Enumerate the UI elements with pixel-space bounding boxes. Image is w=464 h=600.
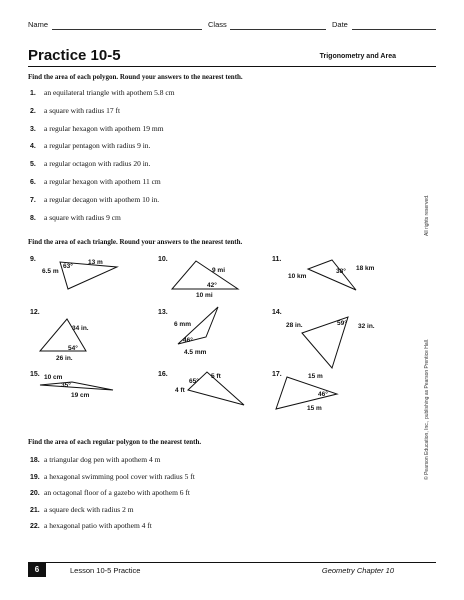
item-text: a square with radius 9 cm	[44, 212, 121, 222]
side-label: 32 in.	[358, 323, 375, 330]
footer-book: Geometry Chapter 10	[321, 566, 394, 575]
angle-label: 42°	[207, 282, 217, 289]
page-number: 6	[28, 563, 46, 577]
item-text: a regular pentagon with radius 9 in.	[44, 141, 151, 151]
triangle-number: 17.	[272, 371, 282, 378]
side-label: 10 cm	[44, 374, 63, 381]
triangle-number: 14.	[272, 309, 282, 316]
section3-item	[30, 455, 160, 464]
triangle-number: 11.	[272, 256, 282, 263]
triangle-number: 13.	[158, 309, 168, 316]
item-number: 4.	[30, 143, 36, 151]
angle-label: 38°	[336, 268, 346, 275]
side-label: 9 mi	[212, 267, 226, 274]
section1-instruction: Find the area of each polygon. Round your answers to the nearest tenth.	[28, 73, 243, 81]
angle-label: 46°	[318, 391, 328, 398]
section3-item	[30, 472, 195, 481]
side-label: 6.5 m	[42, 268, 59, 275]
item-number: 1.	[30, 90, 36, 97]
item-number: 19.	[30, 473, 40, 481]
triangle-number: 10.	[158, 256, 168, 263]
side-label: 15 m	[307, 405, 322, 412]
item-text: a hexagonal swimming pool cover with radius 5 ft	[44, 471, 195, 481]
item-number: 7.	[30, 196, 36, 204]
item-number: 21.	[30, 506, 40, 514]
side-label: 15 m	[308, 373, 323, 380]
angle-label: 63°	[63, 263, 73, 270]
triangle-number: 9.	[30, 256, 36, 263]
angle-label: 35°	[61, 382, 71, 389]
footer-lesson: Lesson 10-5 Practice	[70, 566, 141, 575]
triangle-number: 16.	[158, 371, 168, 378]
triangle-11	[308, 260, 356, 290]
side-label: 4.5 mm	[184, 349, 207, 356]
item-text: an octagonal floor of a gazebo with apothem 6 ft	[44, 488, 190, 498]
item-text: a hexagonal patio with apothem 4 ft	[44, 521, 152, 531]
angle-label: 54°	[68, 345, 78, 352]
footer-rule	[28, 562, 436, 563]
item-text: a regular octagon with radius 20 in.	[44, 159, 151, 169]
side-label: 5 ft	[211, 373, 221, 380]
angle-label: 59°	[337, 320, 347, 327]
section3-item	[30, 521, 152, 530]
item-number: 2.	[30, 107, 36, 115]
triangle-number: 12.	[30, 309, 40, 316]
item-number: 5.	[30, 161, 36, 169]
item-number: 8.	[30, 214, 36, 222]
side-label: 10 km	[288, 273, 307, 280]
name-label: Name	[28, 20, 49, 29]
triangle-15	[40, 382, 113, 390]
item-text: a regular hexagon with apothem 19 mm	[44, 123, 164, 133]
triangle-number: 15.	[30, 371, 40, 378]
triangle-10	[172, 261, 238, 289]
item-text: a regular decagon with apothem 10 in.	[44, 194, 160, 204]
angle-label: 65°	[189, 378, 199, 385]
angle-label: 46°	[183, 337, 193, 344]
item-number: 18.	[30, 457, 40, 464]
side-label: 13 m	[88, 259, 103, 266]
class-label: Class	[208, 20, 227, 29]
item-text: an equilateral triangle with apothem 5.8 cm	[44, 88, 175, 97]
rights-note: All rights reserved.	[424, 194, 430, 236]
side-label: 10 mi	[196, 292, 213, 299]
section3-instruction: Find the area of each regular polygon to the nearest tenth.	[28, 438, 202, 446]
item-number: 22.	[30, 523, 40, 531]
page-subtitle: Trigonometry and Area	[319, 53, 396, 60]
side-label: 6 mm	[174, 321, 191, 328]
copyright-note: © Pearson Education, Inc., publishing as Pearson Prentice Hall.	[424, 338, 430, 480]
side-label: 34 in.	[72, 325, 89, 332]
item-text: a square with radius 17 ft	[44, 105, 121, 115]
triangle-12	[40, 319, 86, 351]
side-label: 19 cm	[71, 392, 90, 399]
date-label: Date	[332, 20, 348, 29]
item-text: a triangular dog pen with apothem 4 m	[44, 455, 161, 464]
side-label: 26 in.	[56, 355, 73, 362]
item-number: 20.	[30, 490, 40, 498]
section3-item	[30, 488, 190, 497]
item-number: 6.	[30, 179, 36, 186]
item-text: a regular hexagon with apothem 11 cm	[44, 177, 161, 186]
item-text: a square deck with radius 2 m	[44, 504, 134, 514]
side-label: 18 km	[356, 265, 375, 272]
page-title: Practice 10-5	[28, 47, 121, 64]
item-number: 3.	[30, 125, 36, 133]
section3-item	[30, 505, 134, 514]
side-label: 28 in.	[286, 322, 303, 329]
side-label: 4 ft	[175, 387, 185, 394]
section2-instruction: Find the area of each triangle. Round your answers to the nearest tenth.	[28, 238, 243, 246]
